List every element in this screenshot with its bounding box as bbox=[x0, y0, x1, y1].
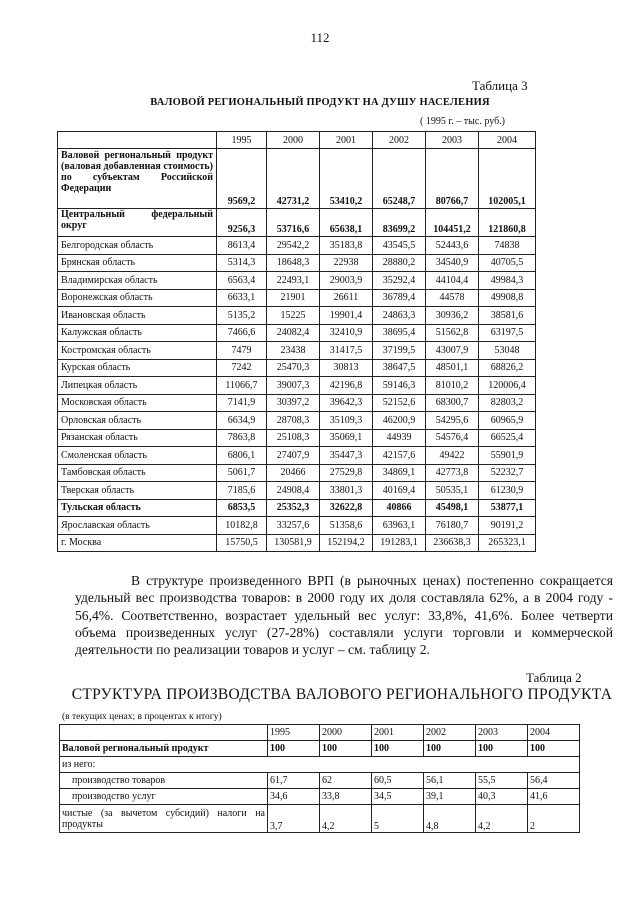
value-cell: 120006,4 bbox=[479, 377, 536, 395]
value-cell: 38581,6 bbox=[479, 307, 536, 325]
value-cell: 56,4 bbox=[528, 773, 580, 789]
value-cell: 42773,8 bbox=[426, 464, 479, 482]
value-cell: 22493,1 bbox=[267, 272, 320, 290]
value-cell: 7466,6 bbox=[217, 324, 267, 342]
value-cell: 42157,6 bbox=[373, 447, 426, 465]
value-cell: 7479 bbox=[217, 342, 267, 360]
value-cell: 21901 bbox=[267, 289, 320, 307]
value-cell: 44104,4 bbox=[426, 272, 479, 290]
row-label: чистые (за вычетом субсидий) налоги на продукты bbox=[60, 805, 268, 833]
value-cell: 30397,2 bbox=[267, 394, 320, 412]
value-cell: 28880,2 bbox=[373, 254, 426, 272]
value-cell: 52232,7 bbox=[479, 464, 536, 482]
row-label: Валовой региональный продукт (валовая добавленная стоимость) по субъектам Российской Федерации bbox=[58, 149, 217, 209]
value-cell: 81010,2 bbox=[426, 377, 479, 395]
value-cell: 66525,4 bbox=[479, 429, 536, 447]
value-cell: 10182,8 bbox=[217, 517, 267, 535]
year-header: 2002 bbox=[373, 132, 426, 149]
value-cell: 100 bbox=[372, 741, 424, 757]
row-label: г. Москва bbox=[58, 534, 217, 552]
value-cell: 68300,7 bbox=[426, 394, 479, 412]
value-cell: 35109,3 bbox=[320, 412, 373, 430]
row-label: Липецкая область bbox=[58, 377, 217, 395]
table-row bbox=[58, 342, 536, 360]
table-row bbox=[58, 499, 536, 517]
value-cell: 34540,9 bbox=[426, 254, 479, 272]
value-cell: 53410,2 bbox=[320, 149, 373, 209]
table2-gvp-row bbox=[60, 741, 580, 757]
value-cell: 40,3 bbox=[476, 789, 528, 805]
value-cell: 32410,9 bbox=[320, 324, 373, 342]
value-cell: 24908,4 bbox=[267, 482, 320, 500]
value-cell: 60965,9 bbox=[479, 412, 536, 430]
value-cell: 76180,7 bbox=[426, 517, 479, 535]
year-header: 1995 bbox=[217, 132, 267, 149]
value-cell: 5135,2 bbox=[217, 307, 267, 325]
value-cell: 11066,7 bbox=[217, 377, 267, 395]
value-cell: 33801,3 bbox=[320, 482, 373, 500]
value-cell: 38647,5 bbox=[373, 359, 426, 377]
row-label: Брянская область bbox=[58, 254, 217, 272]
value-cell: 30936,2 bbox=[426, 307, 479, 325]
value-cell: 100 bbox=[528, 741, 580, 757]
value-cell: 52443,6 bbox=[426, 237, 479, 255]
value-cell: 65638,1 bbox=[320, 209, 373, 237]
table3-cfo-row bbox=[58, 209, 536, 237]
year-header: 2001 bbox=[320, 132, 373, 149]
value-cell: 35447,3 bbox=[320, 447, 373, 465]
value-cell: 25108,3 bbox=[267, 429, 320, 447]
table-row bbox=[58, 482, 536, 500]
table-row bbox=[58, 307, 536, 325]
table3-total-row bbox=[58, 149, 536, 209]
value-cell: 34,5 bbox=[372, 789, 424, 805]
value-cell: 34869,1 bbox=[373, 464, 426, 482]
value-cell: 46200,9 bbox=[373, 412, 426, 430]
table3-header-row bbox=[58, 132, 536, 149]
table-row bbox=[58, 237, 536, 255]
value-cell: 7185,6 bbox=[217, 482, 267, 500]
value-cell: 25352,3 bbox=[267, 499, 320, 517]
value-cell: 4,8 bbox=[424, 805, 476, 833]
value-cell: 50535,1 bbox=[426, 482, 479, 500]
row-label: Московская область bbox=[58, 394, 217, 412]
year-header: 2004 bbox=[528, 725, 580, 741]
value-cell: 51562,8 bbox=[426, 324, 479, 342]
value-cell: 54295,6 bbox=[426, 412, 479, 430]
value-cell: 4,2 bbox=[476, 805, 528, 833]
value-cell: 33257,6 bbox=[267, 517, 320, 535]
value-cell: 6853,5 bbox=[217, 499, 267, 517]
value-cell: 68826,2 bbox=[479, 359, 536, 377]
row-label: Ивановская область bbox=[58, 307, 217, 325]
table2-caption: Таблица 2 bbox=[526, 670, 582, 685]
value-cell: 55901,9 bbox=[479, 447, 536, 465]
value-cell: 51358,6 bbox=[320, 517, 373, 535]
value-cell: 53048 bbox=[479, 342, 536, 360]
value-cell: 43007,9 bbox=[426, 342, 479, 360]
value-cell: 6633,1 bbox=[217, 289, 267, 307]
value-cell: 39007,3 bbox=[267, 377, 320, 395]
value-cell: 35292,4 bbox=[373, 272, 426, 290]
year-header: 2000 bbox=[320, 725, 372, 741]
value-cell: 30813 bbox=[320, 359, 373, 377]
value-cell: 5314,3 bbox=[217, 254, 267, 272]
row-label: Владимирская область bbox=[58, 272, 217, 290]
value-cell: 6563,4 bbox=[217, 272, 267, 290]
value-cell: 48501,1 bbox=[426, 359, 479, 377]
value-cell: 18648,3 bbox=[267, 254, 320, 272]
value-cell: 33,8 bbox=[320, 789, 372, 805]
value-cell: 19901,4 bbox=[320, 307, 373, 325]
row-label: Воронежская область bbox=[58, 289, 217, 307]
table-row bbox=[58, 447, 536, 465]
row-label: Смоленская область bbox=[58, 447, 217, 465]
table3-unit: ( 1995 г. – тыс. руб.) bbox=[420, 116, 505, 127]
table3-grp-per-capita bbox=[57, 131, 536, 552]
value-cell: 4,2 bbox=[320, 805, 372, 833]
value-cell: 5 bbox=[372, 805, 424, 833]
value-cell: 83699,2 bbox=[373, 209, 426, 237]
value-cell: 7863,8 bbox=[217, 429, 267, 447]
value-cell: 31417,5 bbox=[320, 342, 373, 360]
value-cell: 27529,8 bbox=[320, 464, 373, 482]
year-header: 2001 bbox=[372, 725, 424, 741]
table-row bbox=[58, 289, 536, 307]
value-cell: 41,6 bbox=[528, 789, 580, 805]
value-cell: 265323,1 bbox=[479, 534, 536, 552]
row-label: Центральный федеральный округ bbox=[58, 209, 217, 237]
table-row bbox=[58, 324, 536, 342]
row-label: Белгородская область bbox=[58, 237, 217, 255]
year-header: 2000 bbox=[267, 132, 320, 149]
value-cell: 9256,3 bbox=[217, 209, 267, 237]
year-header: 2003 bbox=[426, 132, 479, 149]
row-label: Костромская область bbox=[58, 342, 217, 360]
table2-grp-structure bbox=[59, 724, 580, 833]
table2-title: СТРУКТУРА ПРОИЗВОДСТВА ВАЛОВОГО РЕГИОНАЛЬНОГО ПРОДУКТА bbox=[71, 686, 613, 703]
value-cell: 49422 bbox=[426, 447, 479, 465]
value-cell: 54576,4 bbox=[426, 429, 479, 447]
value-cell: 42196,8 bbox=[320, 377, 373, 395]
value-cell: 55,5 bbox=[476, 773, 528, 789]
row-label: Курская область bbox=[58, 359, 217, 377]
value-cell: 49908,8 bbox=[479, 289, 536, 307]
year-header: 2003 bbox=[476, 725, 528, 741]
value-cell: 38695,4 bbox=[373, 324, 426, 342]
value-cell: 15225 bbox=[267, 307, 320, 325]
value-cell: 36789,4 bbox=[373, 289, 426, 307]
table-row bbox=[58, 429, 536, 447]
body-paragraph: В структуре произведенного ВРП (в рыночных ценах) постепенно сокращается удельный вес производства товаров: в 2000 году их доля составляла 62%, а в 2004 году - 56,4%. Соответственно, возрастает удельный вес услуг: 33,8%, 41,6%. Более четверти объема произведенных услуг (27-28%) составляли услуги торговли и коммерческой деятельности по реализации товаров и услуг – см. таблицу 2. bbox=[75, 573, 613, 658]
value-cell: 74838 bbox=[479, 237, 536, 255]
value-cell: 100 bbox=[268, 741, 320, 757]
value-cell: 40866 bbox=[373, 499, 426, 517]
row-label: производство услуг bbox=[60, 789, 268, 805]
value-cell: 28708,3 bbox=[267, 412, 320, 430]
value-cell: 53716,6 bbox=[267, 209, 320, 237]
value-cell: 29542,2 bbox=[267, 237, 320, 255]
row-label: производство товаров bbox=[60, 773, 268, 789]
value-cell: 44939 bbox=[373, 429, 426, 447]
value-cell: 35069,1 bbox=[320, 429, 373, 447]
value-cell: 62 bbox=[320, 773, 372, 789]
value-cell: 6634,9 bbox=[217, 412, 267, 430]
table2-header-row bbox=[60, 725, 580, 741]
year-header: 2002 bbox=[424, 725, 476, 741]
value-cell: 59146,3 bbox=[373, 377, 426, 395]
value-cell: 39642,3 bbox=[320, 394, 373, 412]
table-row bbox=[58, 394, 536, 412]
table3-caption: Таблица 3 bbox=[472, 78, 528, 93]
table-row bbox=[60, 789, 580, 805]
value-cell: 37199,5 bbox=[373, 342, 426, 360]
table-row bbox=[58, 359, 536, 377]
value-cell: 100 bbox=[476, 741, 528, 757]
value-cell: 7242 bbox=[217, 359, 267, 377]
value-cell: 24082,4 bbox=[267, 324, 320, 342]
table2-of-which-row bbox=[60, 757, 580, 773]
value-cell: 6806,1 bbox=[217, 447, 267, 465]
table-row bbox=[58, 412, 536, 430]
value-cell: 61230,9 bbox=[479, 482, 536, 500]
table-row bbox=[60, 773, 580, 789]
table-row bbox=[58, 464, 536, 482]
value-cell: 2 bbox=[528, 805, 580, 833]
value-cell: 39,1 bbox=[424, 789, 476, 805]
table2-unit: (в текущих ценах; в процентах к итогу) bbox=[62, 712, 222, 722]
page-number: 112 bbox=[310, 30, 330, 45]
value-cell: 63963,1 bbox=[373, 517, 426, 535]
row-label: Ярославская область bbox=[58, 517, 217, 535]
row-label: Тамбовская область bbox=[58, 464, 217, 482]
value-cell: 191283,1 bbox=[373, 534, 426, 552]
row-label: из него: bbox=[60, 757, 580, 773]
value-cell: 7141,9 bbox=[217, 394, 267, 412]
value-cell: 236638,3 bbox=[426, 534, 479, 552]
value-cell: 20466 bbox=[267, 464, 320, 482]
year-header: 1995 bbox=[268, 725, 320, 741]
value-cell: 8613,4 bbox=[217, 237, 267, 255]
value-cell: 61,7 bbox=[268, 773, 320, 789]
value-cell: 65248,7 bbox=[373, 149, 426, 209]
value-cell: 152194,2 bbox=[320, 534, 373, 552]
value-cell: 40705,5 bbox=[479, 254, 536, 272]
table3-title: ВАЛОВОЙ РЕГИОНАЛЬНЫЙ ПРОДУКТ НА ДУШУ НАСЕЛЕНИЯ bbox=[150, 97, 490, 108]
row-label: Калужская область bbox=[58, 324, 217, 342]
value-cell: 5061,7 bbox=[217, 464, 267, 482]
value-cell: 25470,3 bbox=[267, 359, 320, 377]
table-row bbox=[58, 534, 536, 552]
value-cell: 80766,7 bbox=[426, 149, 479, 209]
value-cell: 100 bbox=[424, 741, 476, 757]
row-label: Тверская область bbox=[58, 482, 217, 500]
value-cell: 82803,2 bbox=[479, 394, 536, 412]
row-label: Рязанская область bbox=[58, 429, 217, 447]
value-cell: 44578 bbox=[426, 289, 479, 307]
value-cell: 9569,2 bbox=[217, 149, 267, 209]
header-empty-cell bbox=[60, 725, 268, 741]
row-label: Орловская область bbox=[58, 412, 217, 430]
value-cell: 104451,2 bbox=[426, 209, 479, 237]
value-cell: 26611 bbox=[320, 289, 373, 307]
value-cell: 63197,5 bbox=[479, 324, 536, 342]
value-cell: 90191,2 bbox=[479, 517, 536, 535]
table-row bbox=[58, 254, 536, 272]
value-cell: 22938 bbox=[320, 254, 373, 272]
table-row bbox=[60, 805, 580, 833]
value-cell: 42731,2 bbox=[267, 149, 320, 209]
value-cell: 27407,9 bbox=[267, 447, 320, 465]
value-cell: 34,6 bbox=[268, 789, 320, 805]
row-label: Тульская область bbox=[58, 499, 217, 517]
value-cell: 121860,8 bbox=[479, 209, 536, 237]
value-cell: 3,7 bbox=[268, 805, 320, 833]
value-cell: 56,1 bbox=[424, 773, 476, 789]
value-cell: 23438 bbox=[267, 342, 320, 360]
value-cell: 15750,5 bbox=[217, 534, 267, 552]
table-row bbox=[58, 517, 536, 535]
value-cell: 35183,8 bbox=[320, 237, 373, 255]
value-cell: 60,5 bbox=[372, 773, 424, 789]
value-cell: 49984,3 bbox=[479, 272, 536, 290]
year-header: 2004 bbox=[479, 132, 536, 149]
row-label: Валовой региональный продукт bbox=[60, 741, 268, 757]
value-cell: 29003,9 bbox=[320, 272, 373, 290]
value-cell: 40169,4 bbox=[373, 482, 426, 500]
value-cell: 24863,3 bbox=[373, 307, 426, 325]
value-cell: 32622,8 bbox=[320, 499, 373, 517]
value-cell: 100 bbox=[320, 741, 372, 757]
value-cell: 43545,5 bbox=[373, 237, 426, 255]
value-cell: 53877,1 bbox=[479, 499, 536, 517]
value-cell: 102005,1 bbox=[479, 149, 536, 209]
header-empty-cell bbox=[58, 132, 217, 149]
table-row bbox=[58, 377, 536, 395]
value-cell: 45498,1 bbox=[426, 499, 479, 517]
table-row bbox=[58, 272, 536, 290]
value-cell: 130581,9 bbox=[267, 534, 320, 552]
value-cell: 52152,6 bbox=[373, 394, 426, 412]
